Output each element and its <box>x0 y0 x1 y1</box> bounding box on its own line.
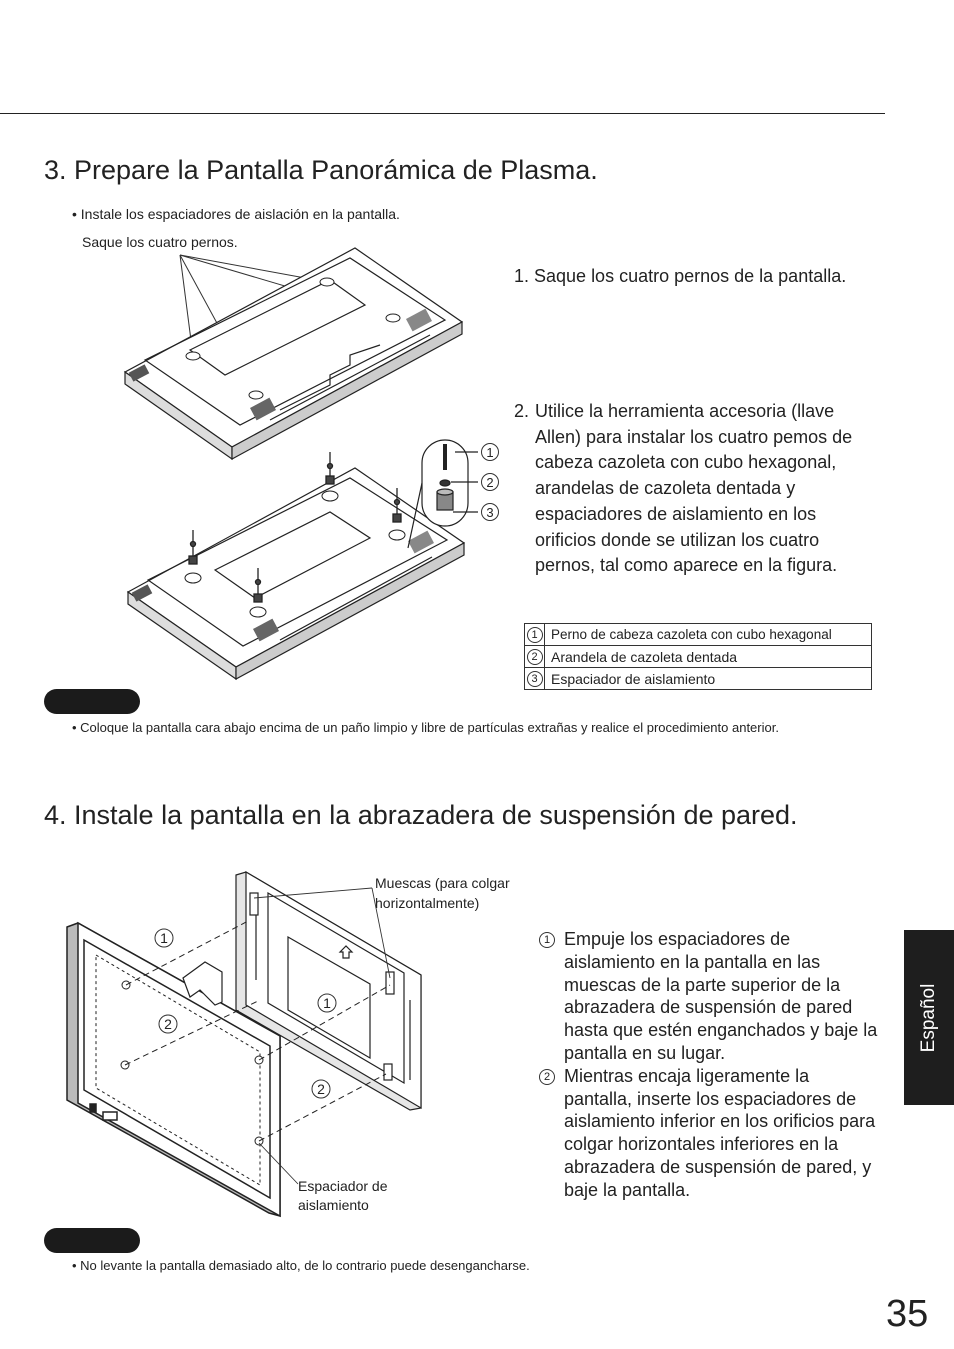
svg-text:1: 1 <box>486 445 494 460</box>
label-notches-line1: Muescas (para colgar <box>375 875 510 891</box>
detail-markers <box>482 444 499 521</box>
label-spacer-line1: Espaciador de <box>298 1178 388 1194</box>
label-notches-line2: horizontalmente) <box>375 895 480 911</box>
note-badge-2 <box>44 1228 140 1253</box>
svg-text:2: 2 <box>317 1081 325 1097</box>
section4-title: 4. Instale la pantalla en la abrazadera de suspensión de pared. <box>44 800 798 830</box>
table-row: 1 Perno de cabeza cazoleta con cubo hexagonal <box>525 624 872 646</box>
install-steps <box>539 928 879 1202</box>
page-number: 35 <box>886 1293 929 1335</box>
step-1: 1. Saque los cuatro pernos de la pantalla. <box>514 266 847 286</box>
section3-note: • Coloque la pantalla cara abajo encima de un paño limpio y libre de partículas extrañas y realice el procedimiento anterior. <box>72 720 779 735</box>
display-panel-top <box>125 248 462 459</box>
parts-table <box>524 623 872 690</box>
note-badge <box>44 689 140 714</box>
section3-bullet: • Instale los espaciadores de aislación en la pantalla. <box>72 206 400 222</box>
header-rule <box>0 113 885 114</box>
section4-note: • No levante la pantalla demasiado alto, de lo contrario puede desengancharse. <box>72 1258 530 1273</box>
table-row: 2 Arandela de cazoleta dentada <box>525 646 872 668</box>
svg-text:3: 3 <box>486 505 494 520</box>
section4-illustration <box>60 868 540 1218</box>
table-row: 3 Espaciador de aislamiento <box>525 668 872 690</box>
step-2-number: 2. <box>514 401 530 421</box>
svg-text:1: 1 <box>160 930 168 946</box>
language-tab: Español <box>904 930 954 1105</box>
section3-illustration <box>60 225 494 680</box>
svg-text:2: 2 <box>164 1016 172 1032</box>
install-step-1: 1 Empuje los espaciadores de aislamiento en la pantalla en las muescas de la parte superior de la abrazadera de suspensión de pared hasta que estén enganchados y baje la pantalla en su lugar. <box>539 928 879 1065</box>
display-panel-bottom <box>128 468 464 679</box>
step-2: Utilice la herramienta accesoria (llave Allen) para instalar los cuatro pemos de cabeza cazoleta con cubo hexagonal, arandelas de cazoleta dentada y espaciadores de aislamiento en los orificios donde se utilizan los cuatro pernos, tal como aparece en la figura. <box>535 401 853 576</box>
install-step-2: 2 Mientras encaja ligeramente la pantalla, inserte los espaciadores de aislamiento inferior en los orificios para colgar horizontales inferiores en la abrazadera de suspensión de pared, y baje la pantalla. <box>539 1065 879 1202</box>
label-spacer-line2: aislamiento <box>298 1197 369 1213</box>
svg-text:1: 1 <box>323 995 331 1011</box>
section3-title: 3. Prepare la Pantalla Panorámica de Plasma. <box>44 155 598 185</box>
callout-remove-bolts: Saque los cuatro pernos. <box>82 234 238 250</box>
svg-text:2: 2 <box>486 475 494 490</box>
